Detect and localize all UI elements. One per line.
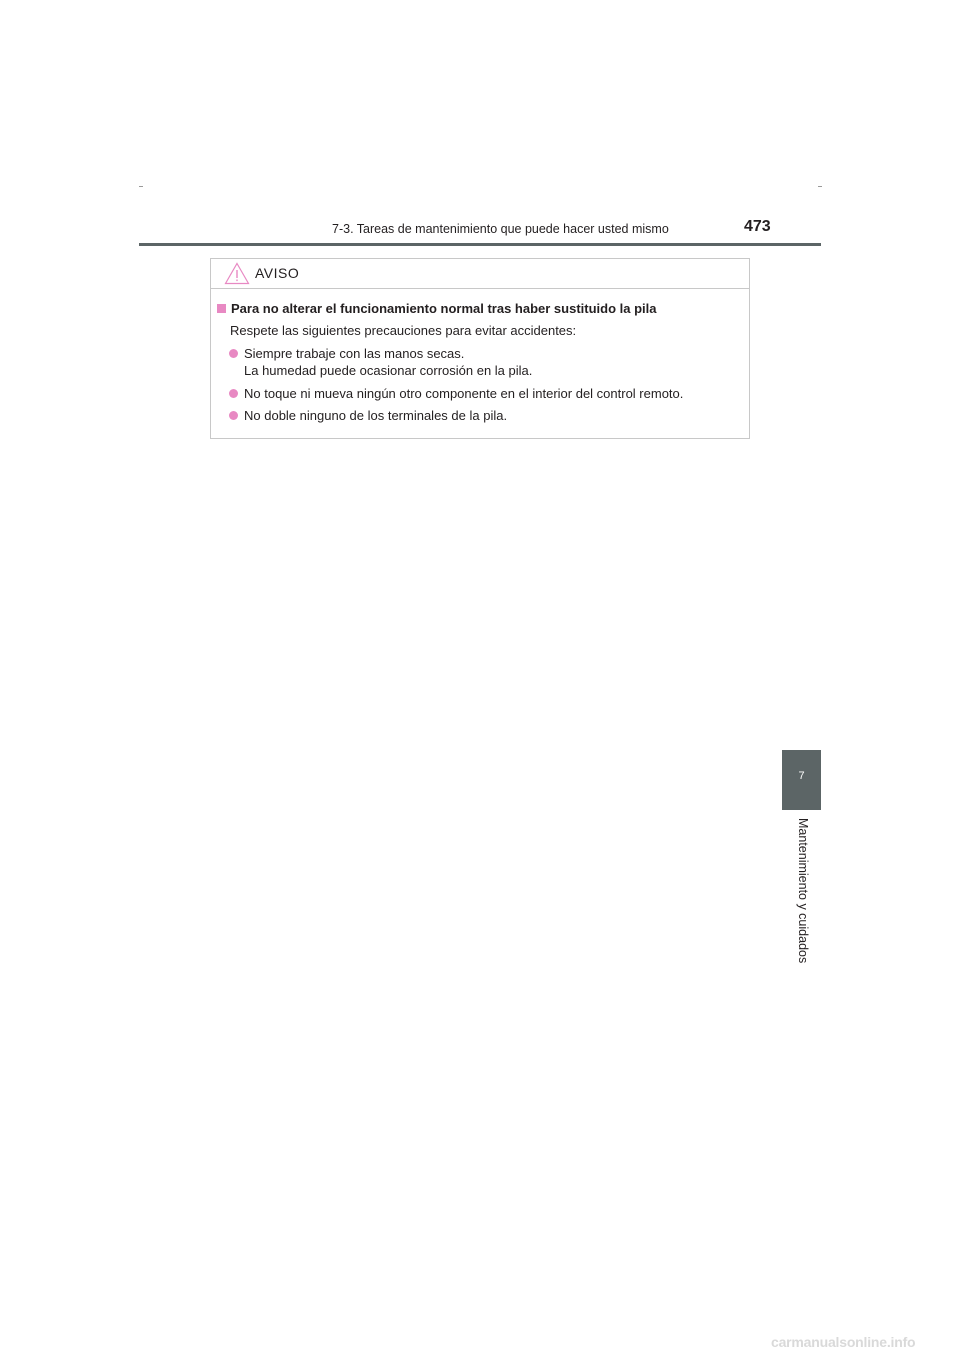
- bullet-dot-icon: [229, 349, 238, 358]
- list-item-text: La humedad puede ocasionar corrosión en la pila.: [244, 363, 533, 378]
- warning-box: [210, 258, 750, 439]
- watermark: carmanualsonline.info: [771, 1334, 916, 1350]
- page-number: 473: [744, 218, 771, 235]
- section-title: 7-3. Tareas de mantenimiento que puede hacer usted mismo: [332, 222, 669, 236]
- warning-header: [211, 259, 749, 289]
- chapter-label: Mantenimiento y cuidados: [796, 818, 810, 964]
- warning-label: AVISO: [255, 265, 300, 281]
- header-divider: [139, 243, 821, 246]
- bullet-dot-icon: [229, 411, 238, 420]
- square-bullet-icon: [217, 304, 226, 313]
- chapter-number: 7: [798, 770, 805, 782]
- chapter-tab: [782, 750, 821, 810]
- crop-mark-right: [818, 186, 822, 187]
- bullet-dot-icon: [229, 389, 238, 398]
- crop-mark-left: [139, 186, 143, 187]
- list-item-text: No toque ni mueva ningún otro componente en el interior del control remoto.: [244, 386, 684, 401]
- warning-heading-text: Para no alterar el funcionamiento normal tras haber sustituido la pila: [231, 301, 657, 316]
- warning-intro: Respete las siguientes precauciones para evitar accidentes:: [230, 323, 577, 338]
- list-item-text: Siempre trabaje con las manos secas.: [244, 346, 465, 361]
- warning-triangle-icon: [224, 262, 250, 285]
- warning-heading: [217, 301, 657, 316]
- list-item-text: No doble ninguno de los terminales de la pila.: [244, 408, 508, 423]
